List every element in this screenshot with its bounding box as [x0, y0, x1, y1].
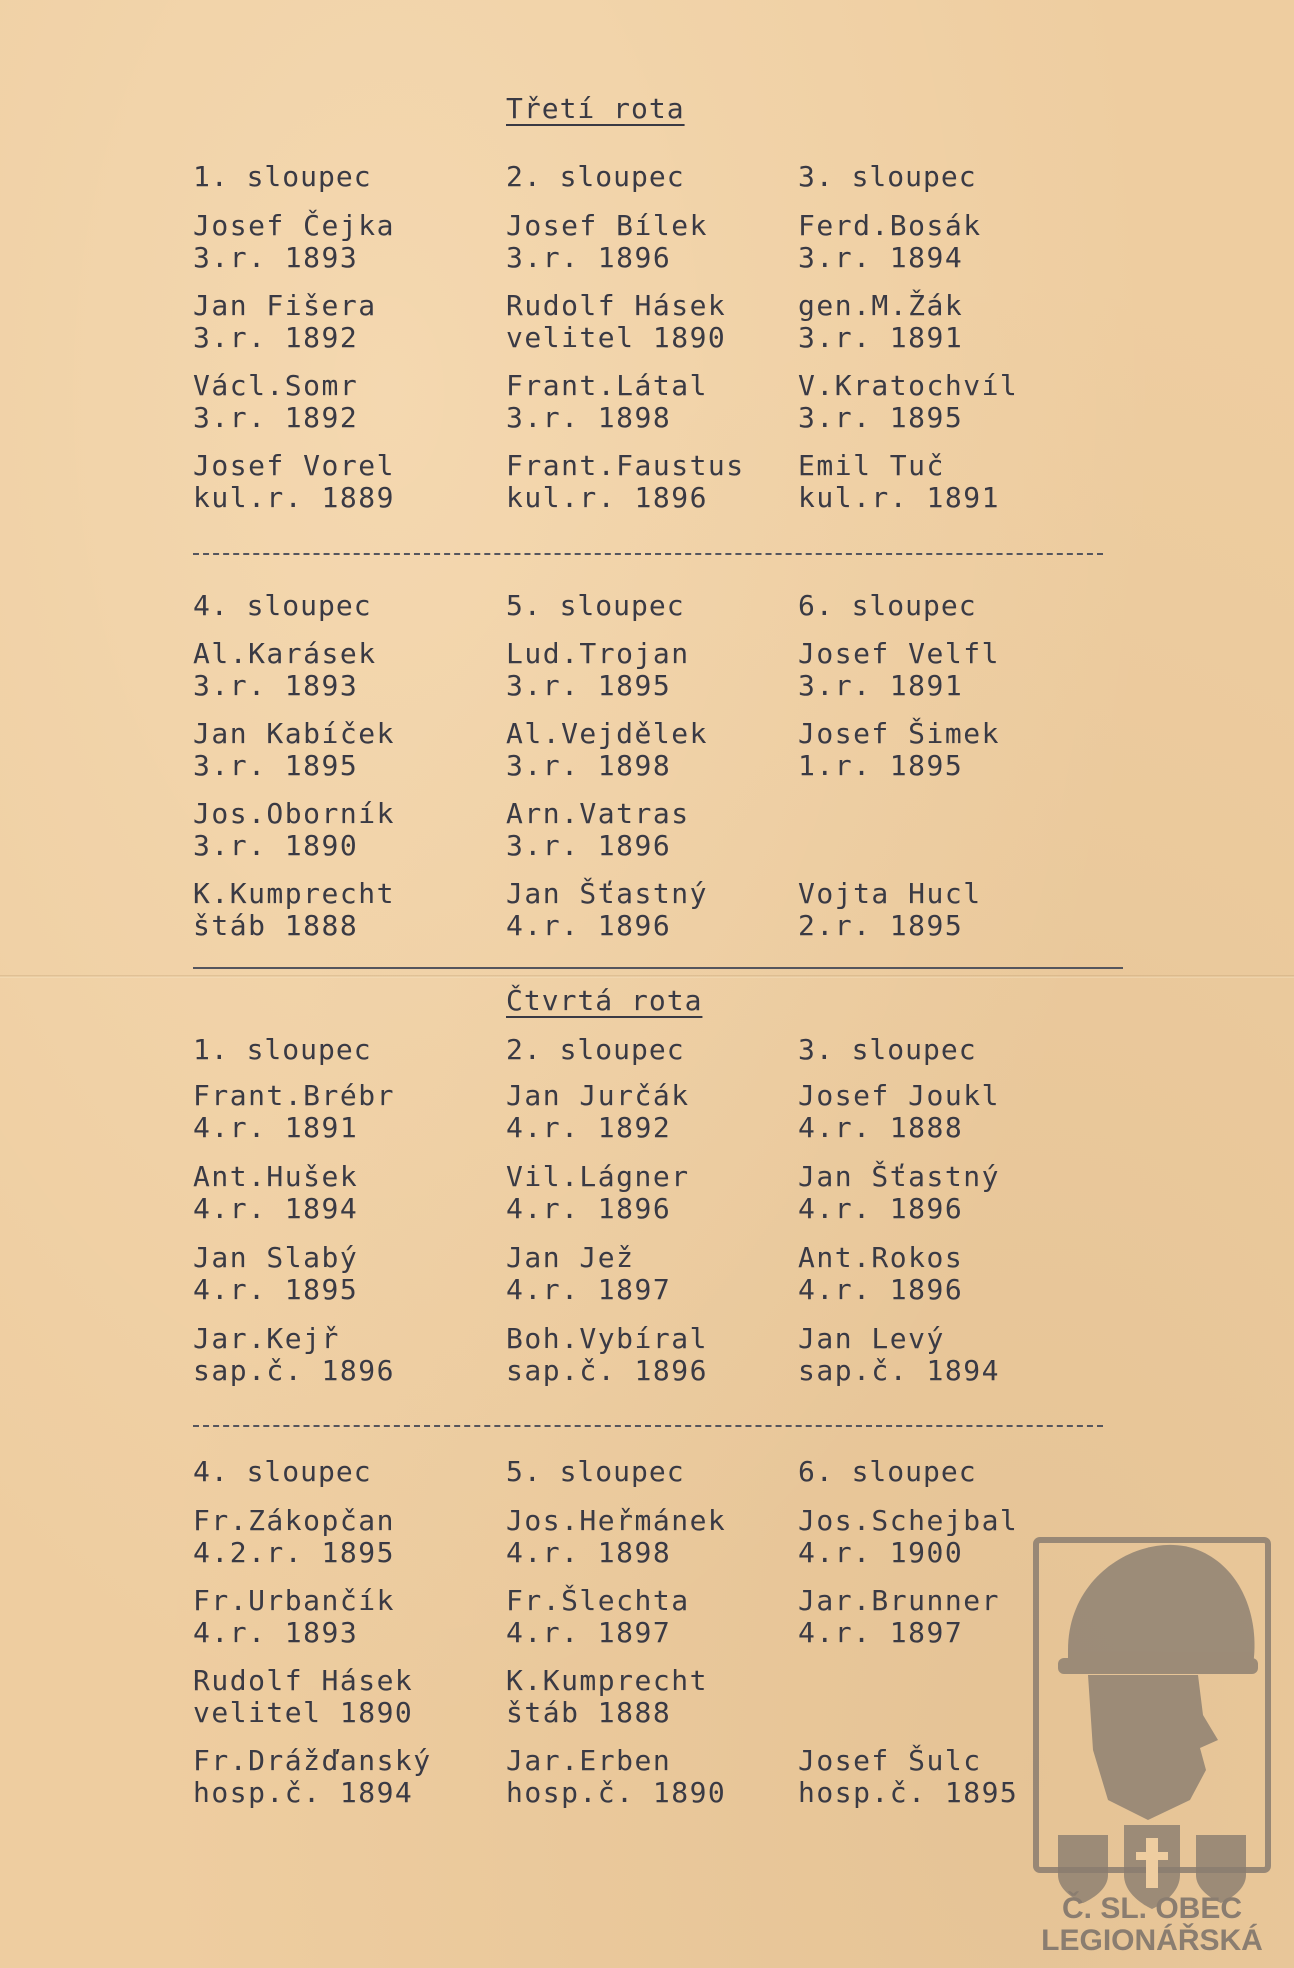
- soldier-name: Rudolf Hásek: [193, 1664, 414, 1697]
- roster-entry: [506, 638, 690, 702]
- soldier-name: V.Kratochvíl: [798, 369, 1019, 402]
- roster-entry: [193, 1505, 395, 1569]
- roster-entry: [506, 1505, 726, 1569]
- roster-entry: [193, 370, 358, 434]
- unit-and-year: sap.č. 1894: [798, 1354, 1000, 1387]
- paper-fold: [0, 975, 1294, 978]
- roster-entry: [506, 1585, 690, 1649]
- soldier-name: Josef Šulc: [798, 1744, 982, 1777]
- unit-and-year: 3.r. 1892: [193, 401, 359, 434]
- soldier-name: Al.Vejdělek: [506, 717, 708, 750]
- unit-and-year: sap.č. 1896: [506, 1354, 708, 1387]
- roster-entry: [798, 718, 1000, 782]
- roster-entry: [193, 450, 395, 514]
- soldier-name: Václ.Somr: [193, 369, 359, 402]
- roster-entry: [506, 1665, 708, 1729]
- unit-and-year: kul.r. 1891: [798, 481, 1000, 514]
- column-heading: 1. sloupec: [193, 160, 372, 193]
- unit-and-year: 4.r. 1888: [798, 1111, 964, 1144]
- dashed-divider: [193, 1425, 1103, 1427]
- soldier-name: Lud.Trojan: [506, 637, 690, 670]
- column-heading: 5. sloupec: [506, 589, 685, 622]
- soldier-name: Jos.Oborník: [193, 797, 395, 830]
- unit-and-year: 4.r. 1893: [193, 1616, 359, 1649]
- unit-and-year: kul.r. 1889: [193, 481, 395, 514]
- roster-entry: [193, 1242, 358, 1306]
- unit-and-year: 4.r. 1897: [506, 1273, 672, 1306]
- unit-and-year: 4.r. 1900: [798, 1536, 964, 1569]
- soldier-name: Josef Joukl: [798, 1079, 1000, 1112]
- unit-and-year: štáb 1888: [506, 1696, 672, 1729]
- roster-entry: [506, 1745, 726, 1809]
- unit-and-year: 2.r. 1895: [798, 909, 964, 942]
- soldier-name: Frant.Faustus: [506, 449, 745, 482]
- roster-entry: [193, 290, 377, 354]
- roster-entry: [506, 798, 690, 862]
- unit-and-year: 3.r. 1892: [193, 321, 359, 354]
- unit-and-year: 3.r. 1895: [798, 401, 964, 434]
- soldier-name: Frant.Brébr: [193, 1079, 395, 1112]
- unit-and-year: 3.r. 1893: [193, 241, 359, 274]
- unit-and-year: velitel 1890: [193, 1696, 414, 1729]
- unit-and-year: 4.r. 1891: [193, 1111, 359, 1144]
- unit-and-year: hosp.č. 1894: [193, 1776, 414, 1809]
- dashed-divider: [193, 553, 1103, 555]
- unit-and-year: 4.r. 1898: [506, 1536, 672, 1569]
- soldier-name: Jar.Erben: [506, 1744, 672, 1777]
- unit-and-year: 4.r. 1895: [193, 1273, 359, 1306]
- unit-and-year: 4.r. 1892: [506, 1111, 672, 1144]
- roster-entry: [506, 1323, 708, 1387]
- roster-entry: [506, 1242, 671, 1306]
- unit-and-year: hosp.č. 1890: [506, 1776, 727, 1809]
- unit-and-year: 3.r. 1896: [506, 829, 672, 862]
- roster-entry: [193, 1585, 395, 1649]
- soldier-name: Jar.Brunner: [798, 1584, 1000, 1617]
- column-heading: 5. sloupec: [506, 1455, 685, 1488]
- roster-entry: [193, 1745, 432, 1809]
- soldier-name: K.Kumprecht: [506, 1664, 708, 1697]
- roster-entry: [506, 210, 708, 274]
- roster-entry: [798, 1745, 1018, 1809]
- unit-and-year: 4.r. 1897: [506, 1616, 672, 1649]
- soldier-name: Josef Šimek: [798, 717, 1000, 750]
- soldier-name: Vil.Lágner: [506, 1160, 690, 1193]
- column-heading: 2. sloupec: [506, 160, 685, 193]
- unit-and-year: 3.r. 1894: [798, 241, 964, 274]
- soldier-name: Rudolf Hásek: [506, 289, 727, 322]
- roster-entry: [193, 1323, 395, 1387]
- soldier-name: Frant.Látal: [506, 369, 708, 402]
- unit-and-year: 3.r. 1898: [506, 749, 672, 782]
- soldier-name: Josef Bílek: [506, 209, 708, 242]
- unit-and-year: 3.r. 1896: [506, 241, 672, 274]
- roster-entry: [798, 1080, 1000, 1144]
- roster-entry: [506, 1161, 690, 1225]
- roster-entry: [193, 1161, 358, 1225]
- soldier-name: Vojta Hucl: [798, 877, 982, 910]
- soldier-name: Josef Čejka: [193, 209, 395, 242]
- roster-entry: [506, 290, 726, 354]
- soldier-name: Arn.Vatras: [506, 797, 690, 830]
- soldier-name: Jan Jež: [506, 1241, 635, 1274]
- unit-and-year: 4.r. 1896: [798, 1192, 964, 1225]
- roster-entry: [798, 638, 1000, 702]
- roster-entry: [506, 718, 708, 782]
- section-divider: [193, 967, 1123, 969]
- unit-and-year: 3.r. 1890: [193, 829, 359, 862]
- soldier-name: Fr.Urbančík: [193, 1584, 395, 1617]
- soldier-name: Jar.Kejř: [193, 1322, 340, 1355]
- column-heading: 3. sloupec: [798, 1033, 977, 1066]
- unit-and-year: 4.2.r. 1895: [193, 1536, 395, 1569]
- column-heading: 1. sloupec: [193, 1033, 372, 1066]
- unit-and-year: hosp.č. 1895: [798, 1776, 1019, 1809]
- stamp-line2: LEGIONÁŘSKÁ: [1041, 1924, 1263, 1955]
- soldier-name: Fr.Šlechta: [506, 1584, 690, 1617]
- roster-entry: [798, 1323, 1000, 1387]
- roster-entry: [798, 1505, 1018, 1569]
- roster-entry: [506, 1080, 690, 1144]
- roster-entry: [193, 1665, 413, 1729]
- soldier-name: Josef Velfl: [798, 637, 1000, 670]
- column-heading: 6. sloupec: [798, 1455, 977, 1488]
- unit-and-year: 4.r. 1897: [798, 1616, 964, 1649]
- soldier-name: Jan Kabíček: [193, 717, 395, 750]
- unit-and-year: velitel 1890: [506, 321, 727, 354]
- unit-and-year: kul.r. 1896: [506, 481, 708, 514]
- roster-entry: [798, 1242, 963, 1306]
- column-heading: 2. sloupec: [506, 1033, 685, 1066]
- roster-entry: [798, 1161, 1000, 1225]
- soldier-name: Ant.Hušek: [193, 1160, 359, 1193]
- roster-entry: [798, 210, 982, 274]
- soldier-name: Josef Vorel: [193, 449, 395, 482]
- column-heading: 3. sloupec: [798, 160, 977, 193]
- stamp-line1: Č. SL. OBEC: [1061, 1892, 1243, 1925]
- column-heading: 4. sloupec: [193, 589, 372, 622]
- roster-entry: [506, 450, 745, 514]
- unit-and-year: 4.r. 1894: [193, 1192, 359, 1225]
- roster-entry: [193, 878, 395, 942]
- soldier-name: K.Kumprecht: [193, 877, 395, 910]
- soldier-name: Jan Slabý: [193, 1241, 359, 1274]
- roster-entry: [798, 1585, 1000, 1649]
- soldier-name: Ferd.Bosák: [798, 209, 982, 242]
- soldier-name: Fr.Zákopčan: [193, 1504, 395, 1537]
- roster-entry: [798, 290, 963, 354]
- roster-entry: [506, 878, 708, 942]
- unit-and-year: 1.r. 1895: [798, 749, 964, 782]
- roster-entry: [798, 450, 1000, 514]
- unit-and-year: 3.r. 1891: [798, 321, 964, 354]
- soldier-name: gen.M.Žák: [798, 289, 964, 322]
- unit-and-year: 4.r. 1896: [506, 909, 672, 942]
- column-heading: 4. sloupec: [193, 1455, 372, 1488]
- roster-entry: [193, 210, 395, 274]
- unit-and-year: 4.r. 1896: [798, 1273, 964, 1306]
- soldier-name: Jan Jurčák: [506, 1079, 690, 1112]
- soldier-name: Boh.Vybíral: [506, 1322, 708, 1355]
- section-title-fourth-company: Čtvrtá rota: [506, 984, 703, 1017]
- roster-entry: [193, 1080, 395, 1144]
- unit-and-year: 3.r. 1895: [506, 669, 672, 702]
- soldier-name: Jan Levý: [798, 1322, 945, 1355]
- roster-entry: [193, 718, 395, 782]
- unit-and-year: štáb 1888: [193, 909, 359, 942]
- roster-entry: [193, 638, 377, 702]
- soldier-name: Ant.Rokos: [798, 1241, 964, 1274]
- unit-and-year: sap.č. 1896: [193, 1354, 395, 1387]
- unit-and-year: 3.r. 1893: [193, 669, 359, 702]
- legion-stamp-icon: [1028, 1500, 1276, 1955]
- column-heading: 6. sloupec: [798, 589, 977, 622]
- soldier-name: Al.Karásek: [193, 637, 377, 670]
- soldier-name: Fr.Drážďanský: [193, 1744, 432, 1777]
- unit-and-year: 4.r. 1896: [506, 1192, 672, 1225]
- unit-and-year: 3.r. 1898: [506, 401, 672, 434]
- roster-entry: [506, 370, 708, 434]
- soldier-name: Jan Šťastný: [798, 1160, 1000, 1193]
- section-title-third-company: Třetí rota: [506, 92, 685, 125]
- soldier-name: Jos.Schejbal: [798, 1504, 1019, 1537]
- soldier-name: Emil Tuč: [798, 449, 945, 482]
- unit-and-year: 3.r. 1891: [798, 669, 964, 702]
- roster-entry: [798, 878, 982, 942]
- roster-entry: [798, 370, 1018, 434]
- unit-and-year: 3.r. 1895: [193, 749, 359, 782]
- soldier-name: Jos.Heřmánek: [506, 1504, 727, 1537]
- roster-entry: [193, 798, 395, 862]
- soldier-name: Jan Fišera: [193, 289, 377, 322]
- soldier-name: Jan Šťastný: [506, 877, 708, 910]
